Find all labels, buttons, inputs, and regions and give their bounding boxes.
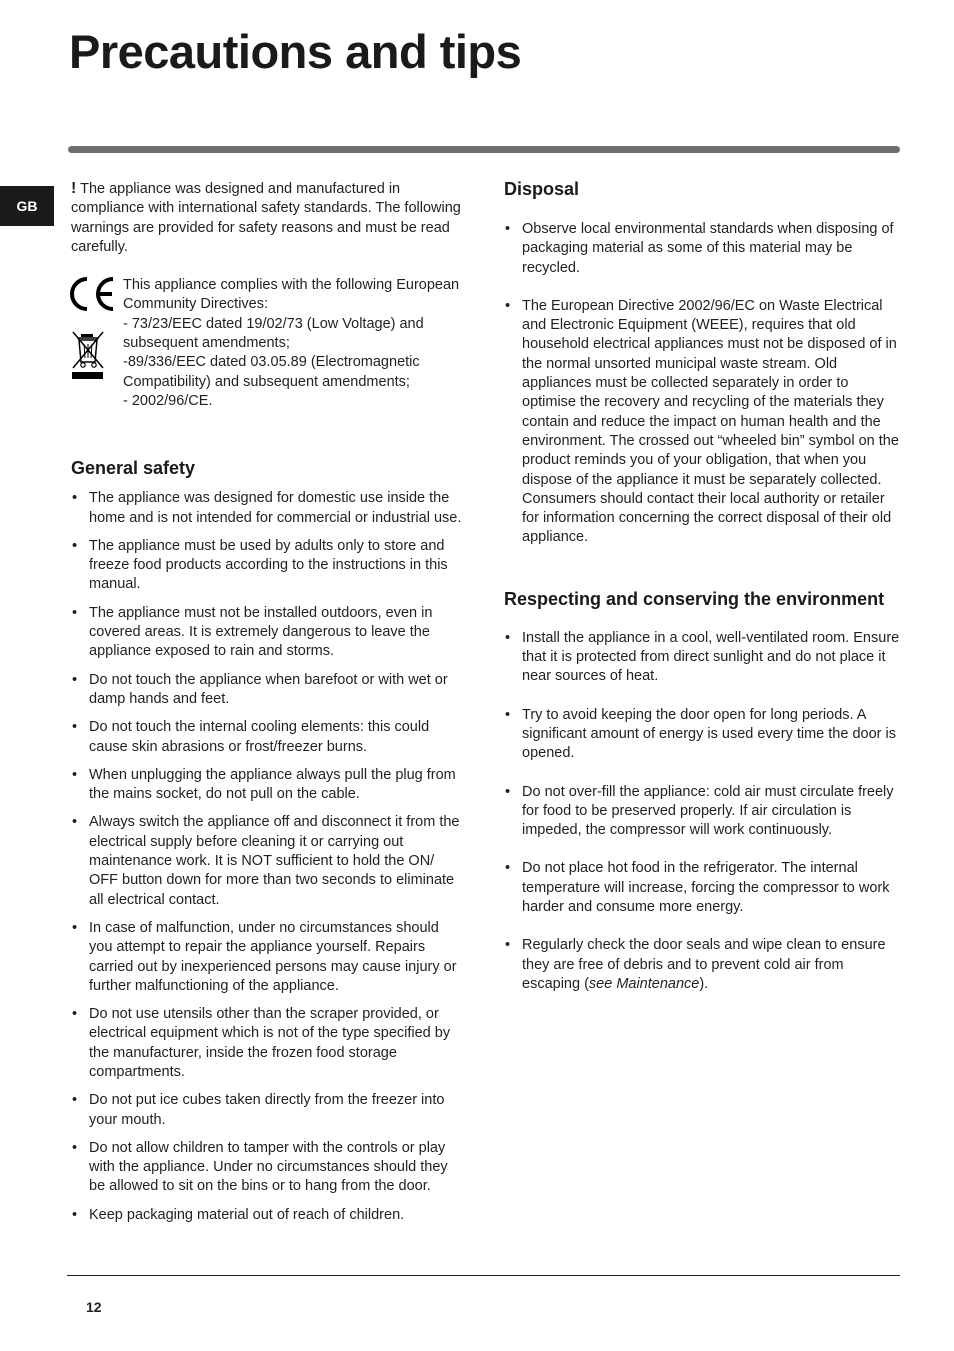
list-item: • Do not place hot food in the refrigerator. The internal temperature will increase, forcing the compressor to work harder and consume more energy. [504, 859, 902, 917]
list-item: • The appliance must not be installed outdoors, even in covered areas. It is extremely dangerous to leave the appliance exposed to rain and storms. [71, 604, 463, 662]
directive-line: This appliance complies with the following European Community Directives: [123, 277, 460, 313]
list-item: • In case of malfunction, under no circumstances should you attempt to repair the appliance yourself. Repairs carried out by inexperienced persons may cause injury or further malfunctioning of the appliance. [71, 919, 463, 996]
environment-list [504, 629, 902, 994]
maintenance-reference: see Maintenance [588, 975, 700, 992]
environment-heading: Respecting and conserving the environment [504, 588, 885, 609]
page-title: Precautions and tips [69, 25, 522, 78]
list-item: • Do not use utensils other than the scraper provided, or electrical equipment which is not of the type specified by the manufacturer, inside the frozen food storage compartments. [71, 1005, 463, 1082]
language-tab: GB [0, 186, 54, 226]
title-divider [68, 146, 900, 153]
directive-icons [71, 276, 123, 411]
general-safety-list [71, 489, 463, 1225]
footer-divider [67, 1275, 900, 1276]
directives-text [123, 276, 463, 411]
directive-line: - 2002/96/CE. [123, 392, 213, 409]
list-item: • The appliance was designed for domestic use inside the home and is not intended for commercial or industrial use. [71, 489, 463, 528]
list-item: • Keep packaging material out of reach of children. [71, 1206, 463, 1225]
intro-paragraph [71, 179, 463, 257]
list-item: • The appliance must be used by adults only to store and freeze food products according to the instructions in this manual. [71, 537, 463, 595]
list-item [504, 297, 902, 548]
list-item: • When unplugging the appliance always pull the plug from the mains socket, do not pull on the cable. [71, 766, 463, 805]
disposal-heading: Disposal [504, 179, 580, 199]
list-item: • Do not touch the internal cooling elements: this could cause skin abrasions or frost/freezer burns. [71, 718, 463, 757]
ce-mark-icon [68, 276, 118, 312]
intro-text: The appliance was designed and manufactured in compliance with international safety standards. The following warnings are provided for safety reasons and must be read carefully. [71, 181, 461, 255]
list-item: • Install the appliance in a cool, well-ventilated room. Ensure that it is protected from direct sunlight and do not place it near sources of heat. [504, 629, 902, 687]
weee-directive-text: The European Directive 2002/96/EC on Waste Electrical and Electronic Equipment (WEEE), requires that old household electrical appliances must not be disposed of in the normal unsorted municipal waste stream. Old appliances must be collected separately in order to optimise the recovery and recycling of the materials they contain and reduce the impact on human health and the environment. The crossed out “wheeled bin” symbol on the product reminds you of your obligation, that when you dispose of the appliance it must be separately collected. [522, 297, 899, 488]
list-item: • Try to avoid keeping the door open for long periods. A significant amount of energy is used every time the door is opened. [504, 706, 902, 764]
consumer-contact-text: Consumers should contact their local authority or retailer for information concerning the correct disposal of their old appliance. [522, 490, 892, 546]
list-item: • Observe local environmental standards when disposing of packaging material as some of this material may be recycled. [504, 220, 902, 278]
list-item [504, 936, 902, 994]
disposal-list [504, 220, 902, 548]
page-number: 12 [86, 1299, 102, 1315]
door-seals-text: Regularly check the door seals and wipe clean to ensure they are free of debris and to prevent cold air from escaping ( [522, 937, 886, 992]
door-seals-text-end: ). [699, 975, 709, 992]
right-column [504, 179, 902, 1013]
general-safety-heading: General safety [71, 458, 196, 479]
left-column [71, 179, 463, 1234]
list-item: • Do not allow children to tamper with the controls or play with the appliance. Under no circumstances should they be allowed to sit on the bins or to hang from the door. [71, 1139, 463, 1197]
list-item: • Do not over-fill the appliance: cold air must circulate freely for food to be preserved properly. If air circulation is impeded, the compressor will work continuously. [504, 783, 902, 841]
directive-line: -89/336/EEC dated 03.05.89 (Electromagnetic Compatibility) and subsequent amendments; [123, 354, 420, 390]
list-item: • Do not put ice cubes taken directly from the freezer into your mouth. [71, 1091, 463, 1130]
list-item: • Always switch the appliance off and disconnect it from the electrical supply before cleaning it or carrying out maintenance work. It is NOT sufficient to hold the ON/ OFF button down for more than two seconds to eliminate all electrical contact. [71, 813, 463, 909]
crossed-out-wheelie-bin-icon [69, 328, 109, 384]
warning-mark: ! [71, 180, 77, 197]
directives-block [71, 276, 463, 411]
directive-line: - 73/23/EEC dated 19/02/73 (Low Voltage) and subsequent amendments; [123, 315, 424, 352]
list-item: • Do not touch the appliance when barefoot or with wet or damp hands and feet. [71, 671, 463, 710]
